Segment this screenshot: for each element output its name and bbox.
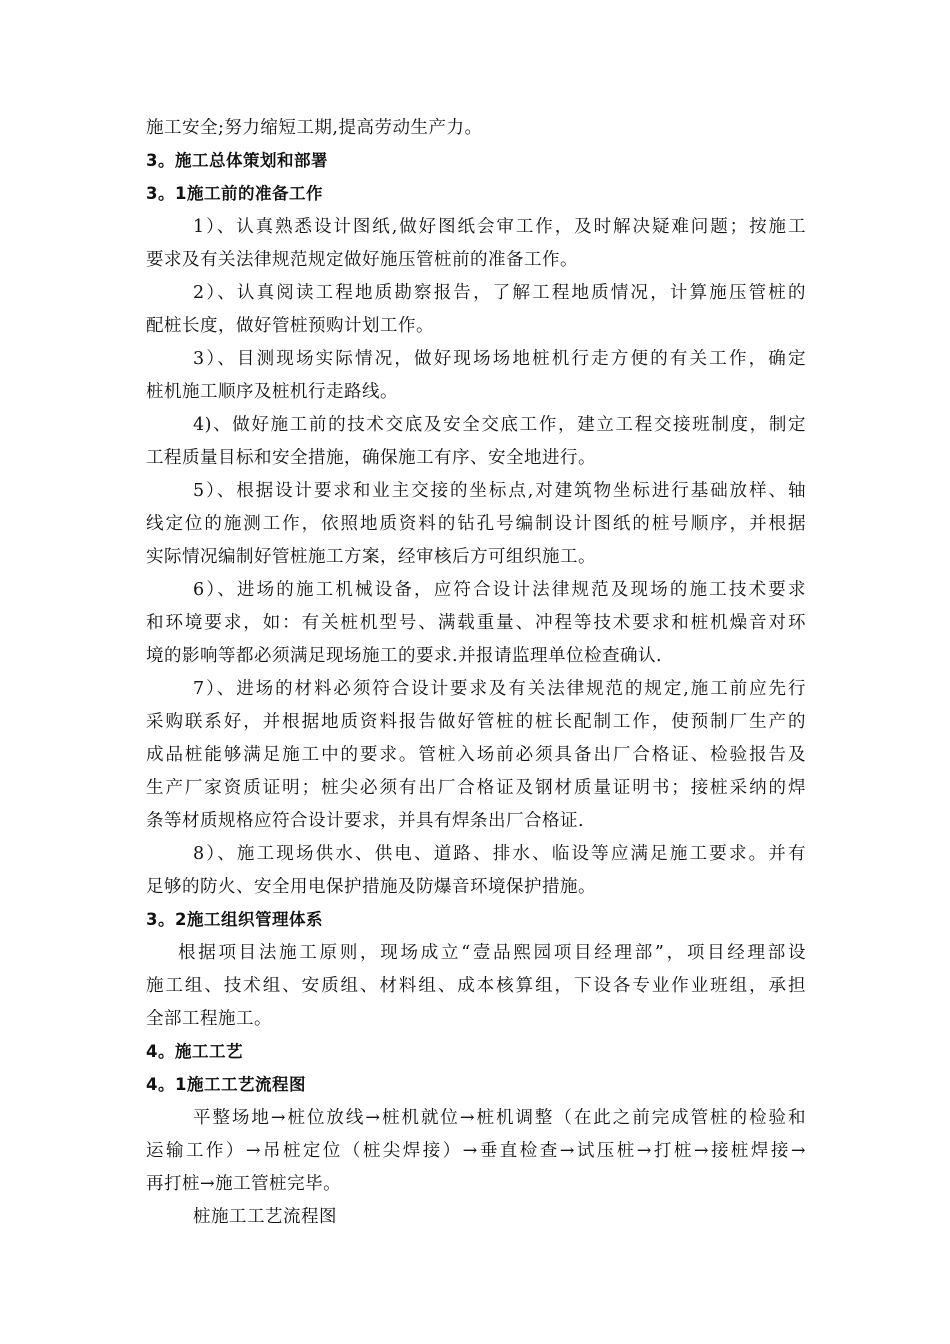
item-1-line: 要求及有关法律规范规定做好施压管桩前的准备工作。 <box>146 250 578 270</box>
item-2-line: 2）、认真阅读工程地质勘察报告，了解工程地质情况，计算施压管桩的 <box>193 283 806 303</box>
subsection-heading-4-1: 4。1施工工艺流程图 <box>146 1075 306 1094</box>
figure-caption: 桩施工工艺流程图 <box>193 1207 337 1227</box>
item-7-line: 7）、进场的材料必须符合设计要求及有关法律规范的规定,施工前应先行 <box>193 679 806 699</box>
item-3-line: 桩机施工顺序及桩机行走路线。 <box>146 382 398 402</box>
item-6-line: 和环境要求，如：有关桩机型号、满载重量、冲程等技术要求和桩机燥音对环 <box>146 613 806 633</box>
process-line: 再打桩→施工管桩完毕。 <box>146 1174 342 1194</box>
item-7-line: 成品桩能够满足施工中的要求。管桩入场前必须具备出厂合格证、检验报告及 <box>146 745 806 765</box>
item-5-line: 实际情况编制好管桩施工方案，经审核后方可组织施工。 <box>146 547 596 567</box>
section-heading-3: 3。施工总体策划和部署 <box>146 151 328 170</box>
item-7-line: 条等材质规格应符合设计要求，并具有焊条出厂合格证. <box>146 811 585 831</box>
item-6-line: 境的影响等都必须满足现场施工的要求.并报请监理单位检查确认. <box>146 646 663 666</box>
item-5-line: 5）、根据设计要求和业主交接的坐标点,对建筑物坐标进行基础放样、轴 <box>193 481 806 501</box>
process-line: 平整场地→桩位放线→桩机就位→桩机调整（在此之前完成管桩的检验和 <box>193 1108 806 1128</box>
item-4-line: 4)、做好施工前的技术交底及安全交底工作，建立工程交接班制度，制定 <box>193 415 806 435</box>
subsection-heading-3-2: 3。2施工组织管理体系 <box>146 910 323 929</box>
item-7-line: 采购联系好，并根据地质资料报告做好管桩的桩长配制工作，使预制厂生产的 <box>146 712 806 732</box>
paragraph-line: 全部工程施工。 <box>146 1009 272 1029</box>
item-8-line: 8）、施工现场供水、供电、道路、排水、临设等应满足施工要求。并有 <box>193 844 806 864</box>
paragraph-line: 施工安全;努力缩短工期,提高劳动生产力。 <box>146 118 483 138</box>
process-line: 运输工作）→吊桩定位（桩尖焊接）→垂直检查→试压桩→打桩→接桩焊接→ <box>146 1141 806 1161</box>
item-3-line: 3）、目测现场实际情况，做好现场场地桩机行走方便的有关工作，确定 <box>193 349 806 369</box>
item-8-line: 足够的防火、安全用电保护措施及防爆音环境保护措施。 <box>146 877 596 897</box>
item-2-line: 配桩长度，做好管桩预购计划工作。 <box>146 316 434 336</box>
subsection-heading-3-1: 3。1施工前的准备工作 <box>146 184 323 203</box>
item-4-line: 工程质量目标和安全措施，确保施工有序、安全地进行。 <box>146 448 596 468</box>
paragraph-line: 施工组、技术组、安质组、材料组、成本核算组，下设各专业作业班组，承担 <box>146 976 806 996</box>
item-1-line: 1）、认真熟悉设计图纸,做好图纸会审工作，及时解决疑难问题；按施工 <box>193 217 806 237</box>
paragraph-line: 根据项目法施工原则，现场成立“壹品熙园项目经理部”，项目经理部设 <box>178 943 806 963</box>
section-heading-4: 4。施工工艺 <box>146 1042 243 1061</box>
item-6-line: 6）、进场的施工机械设备，应符合设计法律规范及现场的施工技术要求 <box>193 580 806 600</box>
item-5-line: 线定位的施测工作，依照地质资料的钻孔号编制设计图纸的桩号顺序，并根据 <box>146 514 806 534</box>
item-7-line: 生产厂家资质证明；桩尖必须有出厂合格证及钢材质量证明书；接桩采纳的焊 <box>146 778 806 798</box>
